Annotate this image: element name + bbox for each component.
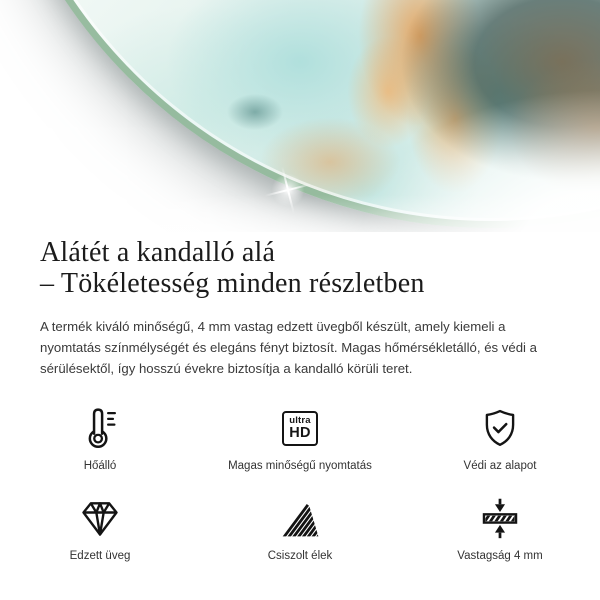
feature-thickness (400, 495, 600, 562)
ultra-hd-icon-text-top: ultra (289, 414, 311, 426)
feature-polished-edges (200, 495, 400, 562)
feature-label: Edzett üveg (69, 550, 131, 562)
thickness-icon (478, 495, 522, 541)
feature-high-quality-print (200, 405, 400, 472)
feature-label: Csiszolt élek (267, 550, 333, 562)
product-description: A termék kiváló minőségű, 4 mm vastag edzett üvegből készült, amely kiemeli a nyomtatás színmélységét és elegáns fényt biztosít. Magas hőmérsékletálló, és védi a sérülésektől, így hosszú évekre biztosítja a kandalló körüli teret. (40, 319, 537, 376)
feature-protects-base (400, 405, 600, 472)
thermometer-icon (77, 405, 123, 451)
feature-label: Magas minőségű nyomtatás (228, 460, 372, 472)
beveled-edge-icon (279, 495, 321, 541)
product-info-section (0, 237, 600, 379)
feature-label: Vastagság 4 mm (457, 550, 543, 562)
feature-label: Hőálló (83, 460, 117, 472)
feature-label: Védi az alapot (463, 460, 537, 472)
page-title-line1: Alátét a kandalló alá (40, 237, 276, 268)
feature-tempered-glass (0, 495, 200, 562)
page-title-line2: – Tökéletesség minden részletben (40, 268, 425, 299)
ultra-hd-icon (282, 405, 318, 451)
feature-grid (0, 405, 600, 562)
diamond-icon (78, 495, 122, 541)
ultra-hd-icon-text-bottom: HD (289, 425, 311, 441)
shield-check-icon (478, 405, 522, 451)
feature-heat-resistant (0, 405, 200, 472)
hero-product-image (0, 0, 600, 232)
page-title (40, 237, 560, 299)
